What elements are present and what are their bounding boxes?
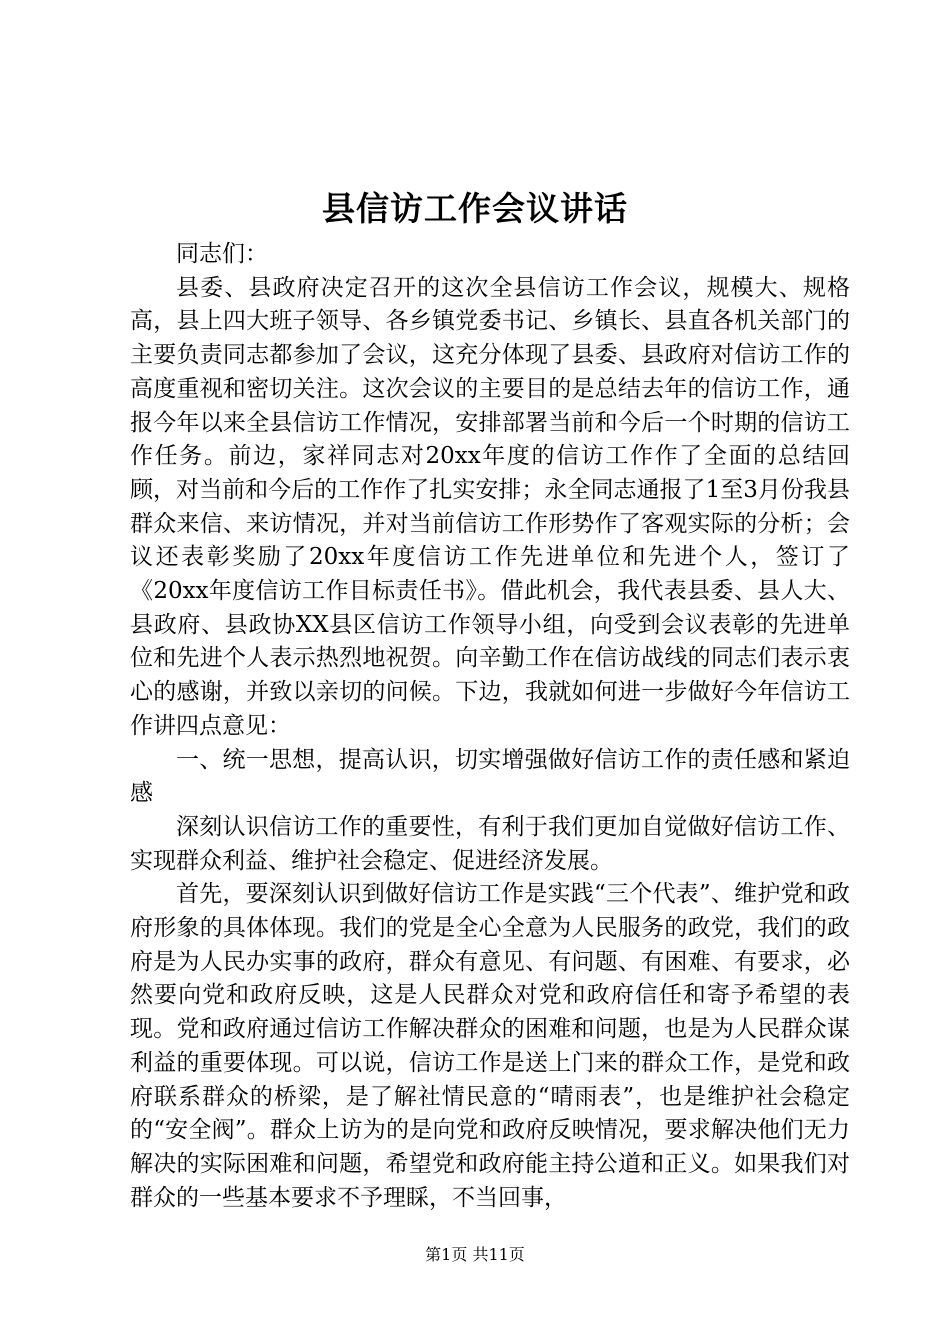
paragraph: 深刻认识信访工作的重要性，有利于我们更加自觉做好信访工作、实现群众利益、维护社会稳定、促进经济发展。 (130, 813, 850, 874)
paragraph-intro: 县委、县政府决定召开的这次全县信访工作会议，规模大、规格高，县上四大班子领导、各乡镇党委书记、乡镇长、县直各机关部门的主要负责同志都参加了会议，这充分体现了县委、县政府对信访工作的高度重视和密切关注。这次会议的主要目的是总结去年的信访工作，通报今年以来全县信访工作情况，安排部署当前和今后一个时期的信访工作任务。前边，家祥同志对20xx年度的信访工作作了全面的总结回顾，对当前和今后的工作作了扎实安排；永全同志通报了1至3月份我县群众来信、来访情况，并对当前信访工作形势作了客观实际的分析；会议还表彰奖励了20xx年度信访工作先进单位和先进个人，签订了《20xx年度信访工作目标责任书》。借此机会，我代表县委、县人大、县政府、县政协XX县区信访工作领导小组，向受到会议表彰的先进单位和先进个人表示热烈地祝贺。向辛勤工作在信访战线的同志们表示衷心的感谢，并致以亲切的问候。下边，我就如何进一步做好今年信访工作讲四点意见： (130, 274, 850, 739)
section-heading: 一、统一思想，提高认识，切实增强做好信访工作的责任感和紧迫感 (130, 746, 850, 807)
page-title: 县信访工作会议讲话 (322, 189, 628, 228)
document-body (130, 238, 850, 1215)
salutation: 同志们： (176, 241, 268, 267)
page-number: 第1页 共11页 (425, 1245, 525, 1264)
paragraph: 首先，要深刻认识到做好信访工作是实践“三个代表”、维护党和政府形象的具体体现。我们的党是全心全意为人民服务的政党，我们的政府是为人民办实事的政府，群众有意见、有问题、有困难、有要求，必然要向党和政府反映，这是人民群众对党和政府信任和寄予希望的表现。党和政府通过信访工作解决群众的困难和问题，也是为人民群众谋利益的重要体现。可以说，信访工作是送上门来的群众工作，是党和政府联系群众的桥梁，是了解社情民意的“晴雨表”，也是维护社会稳定的“安全阀”。群众上访为的是向党和政府反映情况，要求解决他们无力解决的实际困难和问题，希望党和政府能主持公道和正义。如果我们对群众的一些基本要求不予理睬，不当回事， (130, 881, 850, 1211)
